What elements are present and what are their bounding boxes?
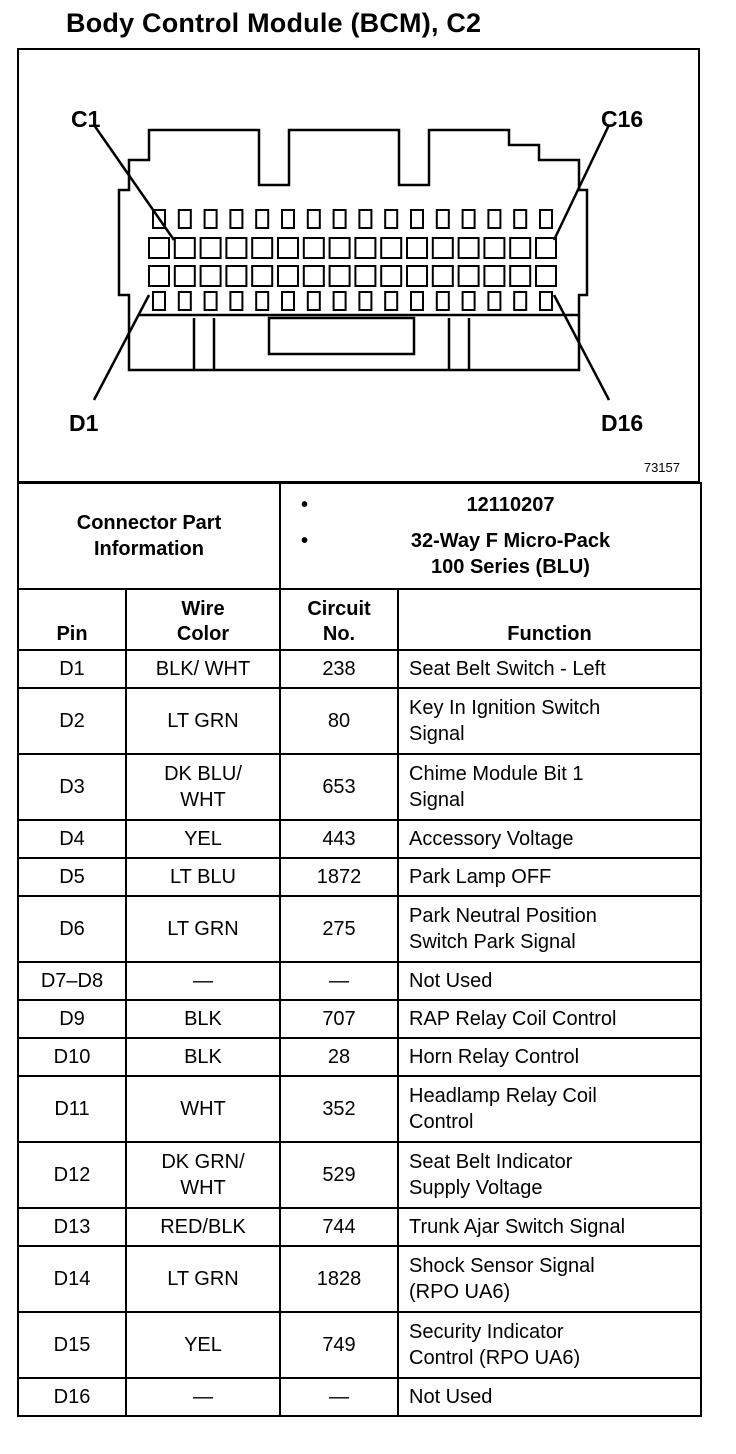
connector-info-label: Connector Part Information <box>18 483 280 589</box>
connector-info-row <box>18 483 701 589</box>
wire-color-cell: DK BLU/ WHT <box>126 754 280 820</box>
table-row <box>18 1378 701 1416</box>
pin-latch-bottom <box>514 292 526 310</box>
col-pin: Pin <box>18 589 126 650</box>
table-row <box>18 1208 701 1246</box>
page-title: Body Control Module (BCM), C2 <box>66 8 482 38</box>
pin-latch-bottom <box>463 292 475 310</box>
function-cell: Not Used <box>398 962 701 1000</box>
function-cell: Shock Sensor Signal (RPO UA6) <box>398 1246 701 1312</box>
wire-color-cell: RED/BLK <box>126 1208 280 1246</box>
pin-latch-bottom <box>205 292 217 310</box>
pin-cell: D10 <box>18 1038 126 1076</box>
pin-latch-top <box>282 210 294 228</box>
pin-latch-top <box>411 210 423 228</box>
function-cell: Accessory Voltage <box>398 820 701 858</box>
wire-color-cell: LT GRN <box>126 688 280 754</box>
wire-color-cell: BLK <box>126 1038 280 1076</box>
pin-cavity-d <box>278 266 298 286</box>
table-row <box>18 650 701 688</box>
part-number: 12110207 <box>466 494 555 516</box>
pin-cavity-d <box>536 266 556 286</box>
header-row <box>18 589 701 650</box>
pin-latch-top <box>205 210 217 228</box>
circuit-cell: 80 <box>280 688 398 754</box>
label-d1: D1 <box>69 410 99 436</box>
pin-cavity-d <box>355 266 375 286</box>
circuit-cell: 443 <box>280 820 398 858</box>
pin-latch-top <box>514 210 526 228</box>
pin-latch-top <box>230 210 242 228</box>
pin-cavity-c <box>226 238 246 258</box>
wire-color-cell: BLK <box>126 1000 280 1038</box>
pin-cavity-d <box>433 266 453 286</box>
pin-latch-top <box>437 210 449 228</box>
col-wire-color: Wire Color <box>126 589 280 650</box>
pin-latch-bottom <box>179 292 191 310</box>
col-circuit: Circuit No. <box>280 589 398 650</box>
connector-diagram <box>17 48 700 483</box>
pin-cavity-c <box>536 238 556 258</box>
pin-latch-bottom <box>540 292 552 310</box>
pin-latch-bottom <box>230 292 242 310</box>
wire-color-cell: LT BLU <box>126 858 280 896</box>
pin-latch-bottom <box>411 292 423 310</box>
pin-latch-top <box>385 210 397 228</box>
pin-cavity-d <box>304 266 324 286</box>
pin-latch-top <box>334 210 346 228</box>
function-cell: Seat Belt Indicator Supply Voltage <box>398 1142 701 1208</box>
pin-cavity-d <box>149 266 169 286</box>
function-cell: RAP Relay Coil Control <box>398 1000 701 1038</box>
wire-color-cell: BLK/ WHT <box>126 650 280 688</box>
circuit-cell: 1872 <box>280 858 398 896</box>
pin-cavity-d <box>407 266 427 286</box>
pin-cavity-d <box>175 266 195 286</box>
wire-color-cell: YEL <box>126 1312 280 1378</box>
table-row <box>18 896 701 962</box>
pin-cavity-c <box>510 238 530 258</box>
pin-cell: D7–D8 <box>18 962 126 1000</box>
pin-latch-top <box>463 210 475 228</box>
pin-latch-bottom <box>437 292 449 310</box>
pin-cavity-d <box>330 266 350 286</box>
pin-cavity-d <box>484 266 504 286</box>
circuit-cell: — <box>280 1378 398 1416</box>
table-row <box>18 1246 701 1312</box>
pin-latch-bottom <box>282 292 294 310</box>
pin-cavity-c <box>330 238 350 258</box>
label-c1: C1 <box>71 106 101 132</box>
pinout-table <box>17 482 702 1417</box>
table-row <box>18 858 701 896</box>
function-cell: Trunk Ajar Switch Signal <box>398 1208 701 1246</box>
pin-cell: D5 <box>18 858 126 896</box>
pin-cavity-c <box>201 238 221 258</box>
figure-number: 73157 <box>643 460 680 475</box>
pin-latch-bottom <box>359 292 371 310</box>
pin-cell: D14 <box>18 1246 126 1312</box>
pin-cavity-c <box>149 238 169 258</box>
wire-color-cell: WHT <box>126 1076 280 1142</box>
function-cell: Seat Belt Switch - Left <box>398 650 701 688</box>
pin-cavity-c <box>252 238 272 258</box>
function-cell: Not Used <box>398 1378 701 1416</box>
connector-description: 32-Way F Micro-Pack <box>410 530 611 552</box>
table-row <box>18 820 701 858</box>
label-c16: C16 <box>601 106 644 132</box>
pin-cell: D11 <box>18 1076 126 1142</box>
pin-latch-top <box>308 210 320 228</box>
label-d16: D16 <box>601 410 644 436</box>
circuit-cell: 238 <box>280 650 398 688</box>
pin-cavity-d <box>381 266 401 286</box>
pin-latch-bottom <box>488 292 500 310</box>
pin-grid <box>149 210 556 310</box>
pin-cavity-d <box>226 266 246 286</box>
pin-cavity-c <box>304 238 324 258</box>
pin-cavity-c <box>381 238 401 258</box>
table-row <box>18 1076 701 1142</box>
table-row <box>18 1142 701 1208</box>
pin-latch-top <box>540 210 552 228</box>
pin-cell: D1 <box>18 650 126 688</box>
table-row <box>18 1000 701 1038</box>
pin-cavity-d <box>510 266 530 286</box>
pin-latch-bottom <box>256 292 268 310</box>
connector-info-value: • 12110207 • 32-Way F Micro-Pack 100 Series (BLU) <box>280 483 701 589</box>
pin-latch-bottom <box>334 292 346 310</box>
pin-cavity-d <box>252 266 272 286</box>
table-row <box>18 1312 701 1378</box>
pin-cavity-d <box>201 266 221 286</box>
pin-latch-bottom <box>308 292 320 310</box>
pin-cavity-c <box>459 238 479 258</box>
wire-color-cell: LT GRN <box>126 896 280 962</box>
circuit-cell: 529 <box>280 1142 398 1208</box>
wire-color-cell: — <box>126 962 280 1000</box>
table-row <box>18 754 701 820</box>
pin-cavity-c <box>433 238 453 258</box>
col-function: Function <box>398 589 701 650</box>
pin-cell: D4 <box>18 820 126 858</box>
pin-latch-bottom <box>153 292 165 310</box>
table-row <box>18 1038 701 1076</box>
function-cell: Security Indicator Control (RPO UA6) <box>398 1312 701 1378</box>
wire-color-cell: DK GRN/ WHT <box>126 1142 280 1208</box>
pin-latch-top <box>256 210 268 228</box>
circuit-cell: 1828 <box>280 1246 398 1312</box>
table-row <box>18 688 701 754</box>
function-cell: Key In Ignition Switch Signal <box>398 688 701 754</box>
circuit-cell: 707 <box>280 1000 398 1038</box>
function-cell: Park Lamp OFF <box>398 858 701 896</box>
pin-latch-bottom <box>385 292 397 310</box>
circuit-cell: 653 <box>280 754 398 820</box>
connector-drawing <box>19 50 702 485</box>
pin-cavity-d <box>459 266 479 286</box>
circuit-cell: 275 <box>280 896 398 962</box>
function-cell: Park Neutral Position Switch Park Signal <box>398 896 701 962</box>
pin-cell: D13 <box>18 1208 126 1246</box>
function-cell: Horn Relay Control <box>398 1038 701 1076</box>
circuit-cell: 744 <box>280 1208 398 1246</box>
pin-cell: D2 <box>18 688 126 754</box>
pin-cell: D15 <box>18 1312 126 1378</box>
table-row <box>18 962 701 1000</box>
pin-cavity-c <box>355 238 375 258</box>
wire-color-cell: LT GRN <box>126 1246 280 1312</box>
function-cell: Headlamp Relay Coil Control <box>398 1076 701 1142</box>
pin-cell: D9 <box>18 1000 126 1038</box>
pin-latch-top <box>359 210 371 228</box>
circuit-cell: 749 <box>280 1312 398 1378</box>
pin-cell: D16 <box>18 1378 126 1416</box>
pin-cell: D12 <box>18 1142 126 1208</box>
pin-cell: D6 <box>18 896 126 962</box>
circuit-cell: 352 <box>280 1076 398 1142</box>
circuit-cell: 28 <box>280 1038 398 1076</box>
function-cell: Chime Module Bit 1 Signal <box>398 754 701 820</box>
pin-cavity-c <box>278 238 298 258</box>
pin-cavity-c <box>175 238 195 258</box>
pin-cavity-c <box>484 238 504 258</box>
pin-cavity-c <box>407 238 427 258</box>
wire-color-cell: YEL <box>126 820 280 858</box>
pin-latch-top <box>488 210 500 228</box>
circuit-cell: — <box>280 962 398 1000</box>
wire-color-cell: — <box>126 1378 280 1416</box>
pin-latch-top <box>179 210 191 228</box>
pin-cell: D3 <box>18 754 126 820</box>
